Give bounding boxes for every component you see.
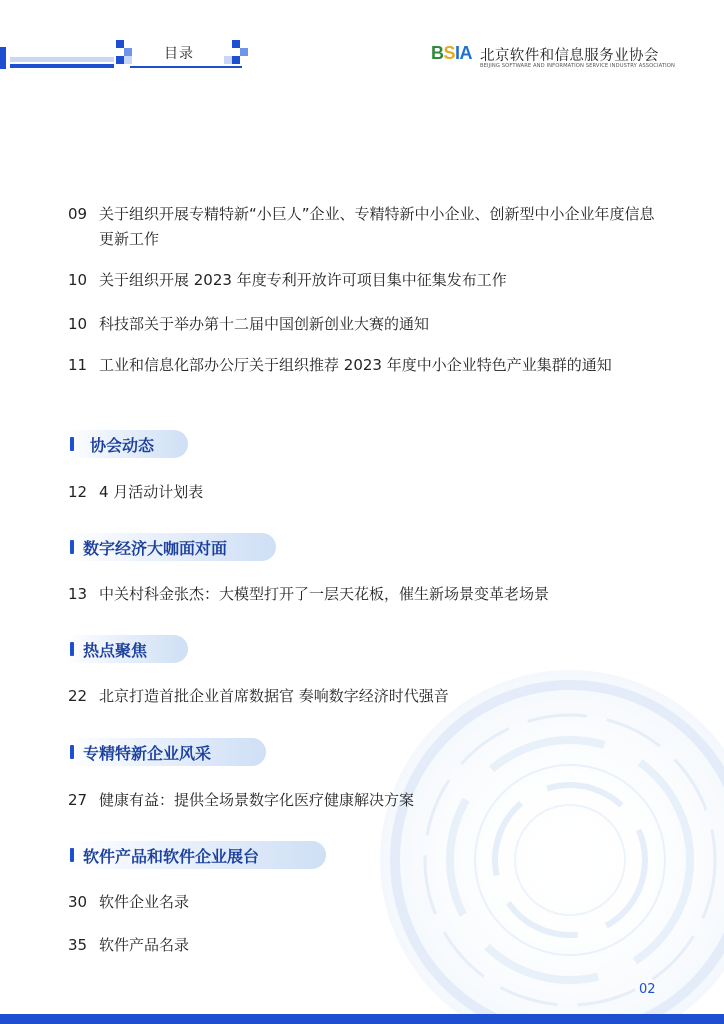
section-marker xyxy=(70,540,74,554)
bsia-logo: BSIA xyxy=(431,43,473,63)
toc-title: 关于组织开展专精特新“小巨人”企业、专精特新中小企业、创新型中小企业年度信息更新工作 xyxy=(99,205,655,248)
section-label: 协会动态 xyxy=(90,436,155,455)
page-number: 02 xyxy=(639,982,656,997)
toc-title: 软件产品名录 xyxy=(99,936,190,954)
toc-title: 4 月活动计划表 xyxy=(99,483,204,501)
toc-page-number: 11 xyxy=(68,356,88,374)
association-name: 北京软件和信息服务业协会 xyxy=(480,48,659,64)
toc-title: 健康有益：提供全场景数字化医疗健康解决方案 xyxy=(99,791,415,809)
header-accent-bar xyxy=(0,47,6,69)
toc-page-number: 09 xyxy=(68,205,88,223)
decor-square xyxy=(232,56,240,64)
association-name-en: BEIJING SOFTWARE AND INFORMATION SERVICE INDUSTRY ASSOCIATION xyxy=(480,63,675,69)
toc-title: 软件企业名录 xyxy=(99,893,190,911)
section-label: 数字经济大咖面对面 xyxy=(83,539,228,558)
decor-square xyxy=(124,56,132,64)
header-stripe xyxy=(10,64,114,68)
decor-square xyxy=(224,56,232,64)
footer-bar xyxy=(0,1014,724,1024)
decor-square xyxy=(232,40,240,48)
toc-page-number: 27 xyxy=(68,791,88,809)
decor-square xyxy=(116,40,124,48)
toc-page-number: 35 xyxy=(68,936,88,954)
toc-title: 工业和信息化部办公厅关于组织推荐 2023 年度中小企业特色产业集群的通知 xyxy=(99,356,612,374)
toc-title: 中关村科金张杰：大模型打开了一层天花板，催生新场景变革老场景 xyxy=(99,585,550,603)
toc-page-number: 13 xyxy=(68,585,88,603)
section-marker xyxy=(70,642,74,656)
toc-title: 关于组织开展 2023 年度专利开放许可项目集中征集发布工作 xyxy=(99,271,507,289)
header-stripe-light xyxy=(10,57,114,62)
section-label: 热点聚焦 xyxy=(83,641,148,660)
section-label: 软件产品和软件企业展台 xyxy=(83,847,260,866)
title-underline xyxy=(130,66,242,68)
section-marker xyxy=(70,745,74,759)
section-label: 专精特新企业风采 xyxy=(83,744,212,763)
page-title: 目录 xyxy=(164,46,194,62)
toc-title: 科技部关于举办第十二届中国创新创业大赛的通知 xyxy=(99,315,430,333)
decor-square xyxy=(240,48,248,56)
decor-square xyxy=(116,56,124,64)
toc-page-number: 12 xyxy=(68,483,88,501)
toc-page-number: 22 xyxy=(68,687,88,705)
toc-page-number: 10 xyxy=(68,271,88,289)
toc-page-number: 30 xyxy=(68,893,88,911)
decor-square xyxy=(124,48,132,56)
toc-page-number: 10 xyxy=(68,315,88,333)
section-marker xyxy=(70,848,74,862)
section-marker xyxy=(70,437,74,451)
toc-title: 北京打造首批企业首席数据官 奏响数字经济时代强音 xyxy=(99,687,449,705)
